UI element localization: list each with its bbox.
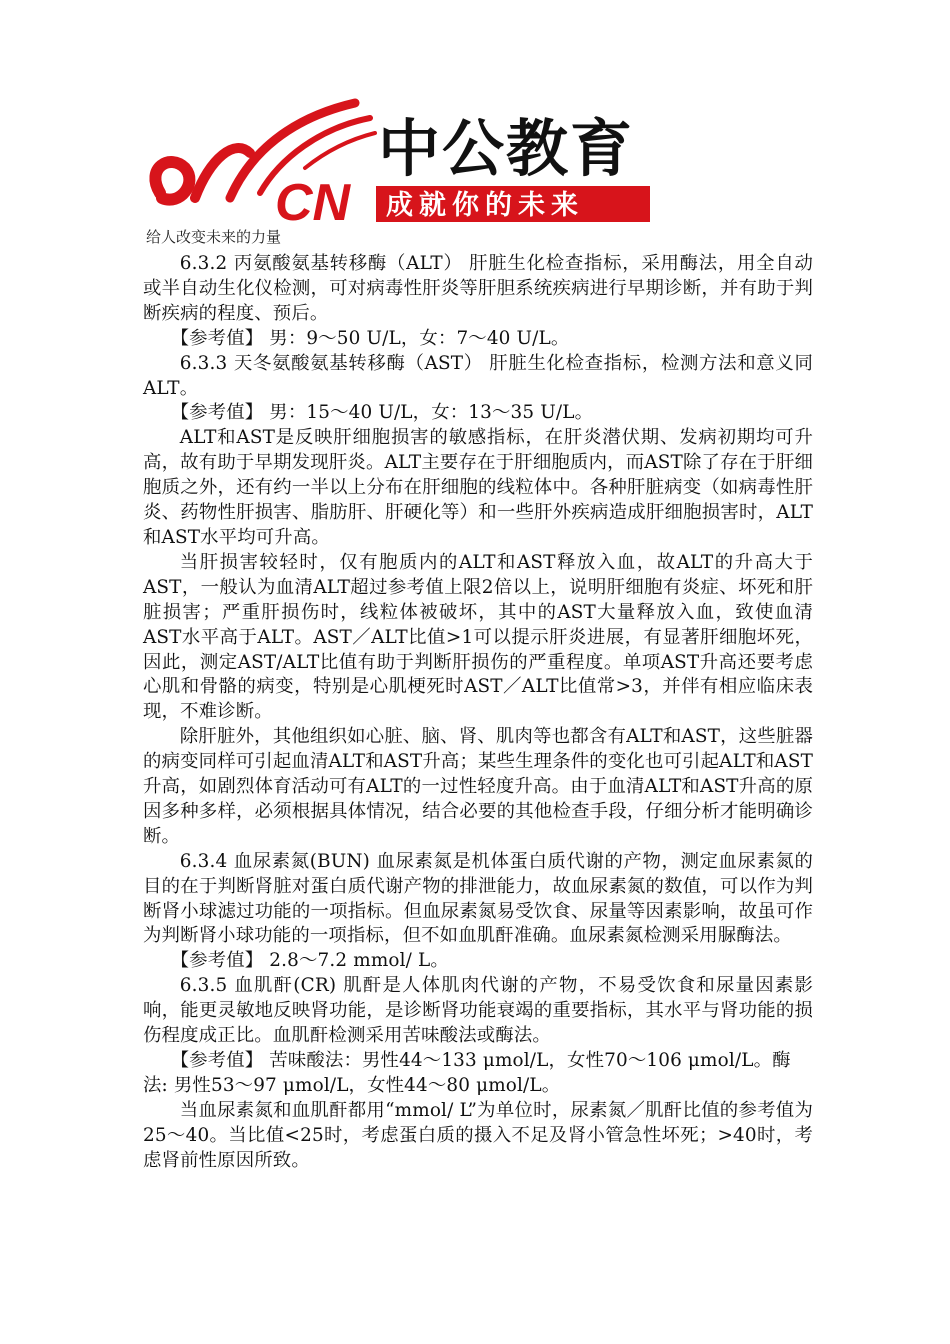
paragraph-creatinine: 6.3.5 血肌酐(CR) 肌酐是人体肌肉代谢的产物，不易受饮食和尿量因素影响，能更灵敏地反映肾功能，是诊断肾功能衰竭的重要指标，其水平与肾功能的损伤程度成正比。血肌酐检测采用苦味酸法或酶法。 bbox=[143, 975, 813, 1047]
reference-bun: 【参考值】 2.8～7.2 mmol/ L。 bbox=[170, 950, 449, 972]
paragraph-ast: 6.3.3 天冬氨酸氨基转移酶（AST） 肝脏生化检查指标，检测方法和意义同ALT。 bbox=[143, 352, 813, 399]
logo-slogan: 成就你的未来 bbox=[386, 190, 584, 221]
paragraph-other-tissues: 除肝脏外，其他组织如心脏、脑、肾、肌肉等也都含有ALT和AST，这些脏器的病变同样可引起血清ALT和AST升高；某些生理条件的变化也可引起ALT和AST升高，如剧烈体育活动可有ALT的一过性轻度升高。由于血清ALT和AST升高的原因多种多样，必须根据具体情况，结合必要的其他检查手段，仔细分析才能明确诊断。 bbox=[143, 726, 813, 847]
paragraph-bun-cr-ratio: 当血尿素氮和血肌酐都用“mmol/ L”为单位时，尿素氮／肌酐比值的参考值为25～40。当比值<25时，考虑蛋白质的摄入不足及肾小管急性坏死；>40时，考虑肾前性原因所致。 bbox=[143, 1099, 813, 1171]
paragraph-alt: 6.3.2 丙氨酸氨基转移酶（ALT） 肝脏生化检查指标，采用酶法，用全自动或半自动生化仪检测，可对病毒性肝炎等肝胆系统疾病进行早期诊断，并有助于判断疾病的程度、预后。 bbox=[143, 253, 813, 324]
reference-ast: 【参考值】 男：15～40 U/L，女：13～35 U/L。 bbox=[170, 402, 594, 424]
logo-brand-name: 中公教育 bbox=[378, 112, 635, 185]
tagline: 给人改变未来的力量 bbox=[146, 228, 282, 246]
document-body bbox=[143, 252, 813, 1174]
logo-cn-mark: CN bbox=[275, 174, 351, 228]
reference-creatinine: 【参考值】 苦味酸法：男性44～133 μmol/L，女性70～106 μmol/L。酶法: 男性53～97 μmol/L，女性44～80 μmol/L。 bbox=[143, 1050, 791, 1096]
reference-alt: 【参考值】 男：9～50 U/L，女：7～40 U/L。 bbox=[170, 327, 570, 349]
offcn-logo bbox=[140, 98, 660, 228]
paragraph-bun: 6.3.4 血尿素氮(BUN) 血尿素氮是机体蛋白质代谢的产物，测定血尿素氮的目的在于判断肾脏对蛋白质代谢产物的排泄能力，故血尿素氮的数值，可以作为判断肾小球滤过功能的一项指标。但血尿素氮易受饮食、尿量等因素影响，故虽可作为判断肾小球功能的一项指标，但不如血肌酐准确。血尿素氮检测采用脲酶法。 bbox=[143, 850, 813, 947]
paragraph-alt-ast-overview: ALT和AST是反映肝细胞损害的敏感指标，在肝炎潜伏期、发病初期均可升高，故有助于早期发现肝炎。ALT主要存在于肝细胞质内，而AST除了存在于肝细胞质之外，还有约一半以上分布在肝细胞的线粒体中。各种肝脏病变（如病毒性肝炎、药物性肝损害、脂肪肝、肝硬化等）和一些肝外疾病造成肝细胞损害时，ALT和AST水平均可升高。 bbox=[143, 427, 813, 548]
paragraph-liver-damage: 当肝损害较轻时，仅有胞质内的ALT和AST释放入血，故ALT的升高大于AST，一般认为血清ALT超过参考值上限2倍以上，说明肝细胞有炎症、坏死和肝脏损害；严重肝损伤时，线粒体被破坏，其中的AST大量释放入血，致使血清AST水平高于ALT。AST／ALT比值>1可以提示肝炎进展，有显著肝细胞坏死，因此，测定AST/ALT比值有助于判断肝损伤的严重程度。单项AST升高还要考虑心肌和骨骼的病变，特别是心肌梗死时AST／ALT比值常>3，并伴有相应临床表现，不难诊断。 bbox=[143, 551, 813, 723]
